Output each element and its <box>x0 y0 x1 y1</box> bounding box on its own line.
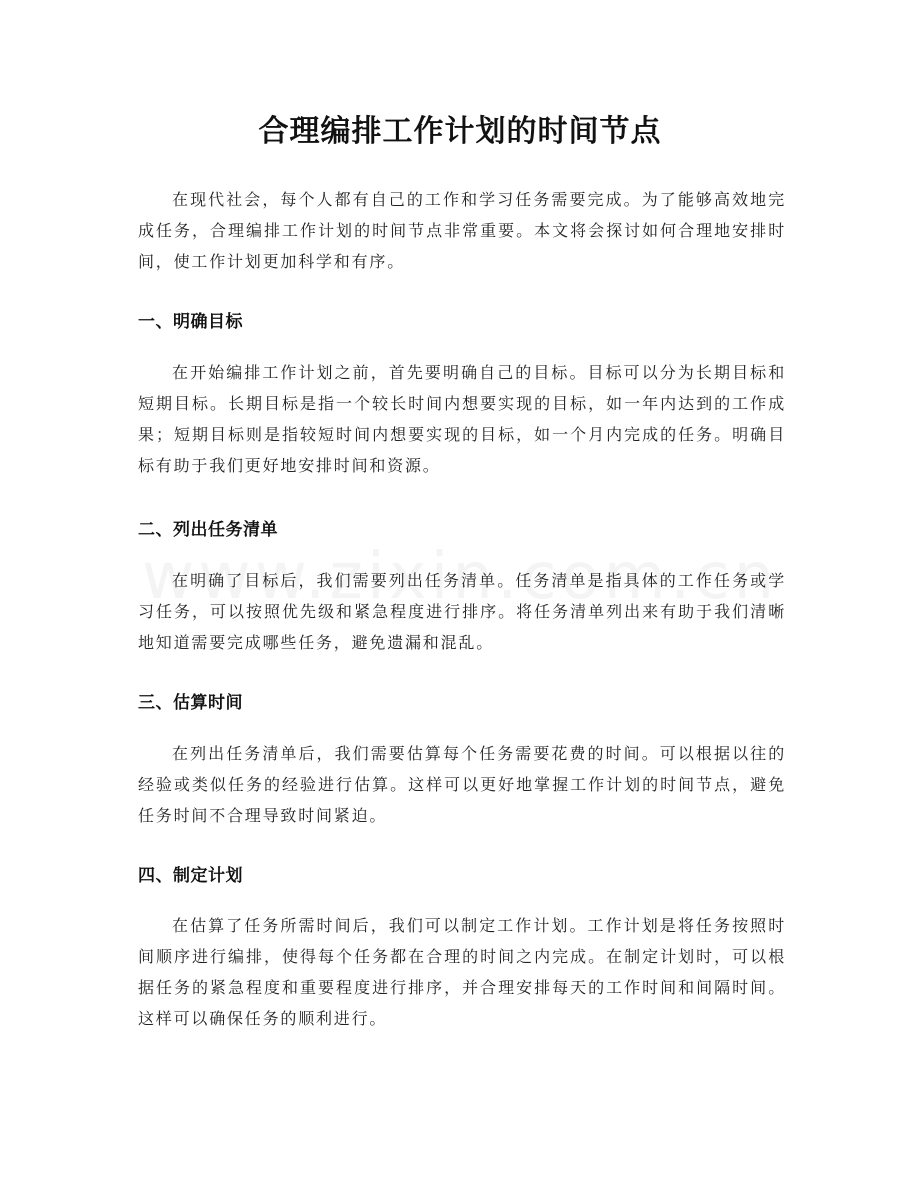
section-body-2: 在明确了目标后，我们需要列出任务清单。任务清单是指具体的工作任务或学习任务，可以按照优先级和紧急程度进行排序。将任务清单列出来有助于我们清晰地知道需要完成哪些任务，避免遗漏和混乱。 <box>138 571 786 652</box>
section-heading-2: 二、列出任务清单 <box>138 520 278 540</box>
section-heading-3: 三、估算时间 <box>138 693 243 713</box>
section-body-4: 在估算了任务所需时间后，我们可以制定工作计划。工作计划是将任务按照时间顺序进行编排，使得每个任务都在合理的时间之内完成。在制定计划时，可以根据任务的紧急程度和重要程度进行排序，并合理安排每天的工作时间和间隔时间。这样可以确保任务的顺利进行。 <box>138 916 786 1028</box>
document-title: 合理编排工作计划的时间节点 <box>258 114 662 149</box>
intro-paragraph: 在现代社会，每个人都有自己的工作和学习任务需要完成。为了能够高效地完成任务，合理编排工作计划的时间节点非常重要。本文将会探讨如何合理地安排时间，使工作计划更加科学和有序。 <box>138 190 786 271</box>
section-body-3: 在列出任务清单后，我们需要估算每个任务需要花费的时间。可以根据以往的经验或类似任务的经验进行估算。这样可以更好地掌握工作计划的时间节点，避免任务时间不合理导致时间紧迫。 <box>138 744 786 825</box>
section-body-1: 在开始编排工作计划之前，首先要明确自己的目标。目标可以分为长期目标和短期目标。长期目标是指一个较长时间内想要实现的目标，如一年内达到的工作成果；短期目标则是指较短时间内想要实现的目标，如一个月内完成的任务。明确目标有助于我们更好地安排时间和资源。 <box>138 363 786 475</box>
section-heading-1: 一、明确目标 <box>138 312 243 332</box>
section-heading-4: 四、制定计划 <box>138 866 243 886</box>
